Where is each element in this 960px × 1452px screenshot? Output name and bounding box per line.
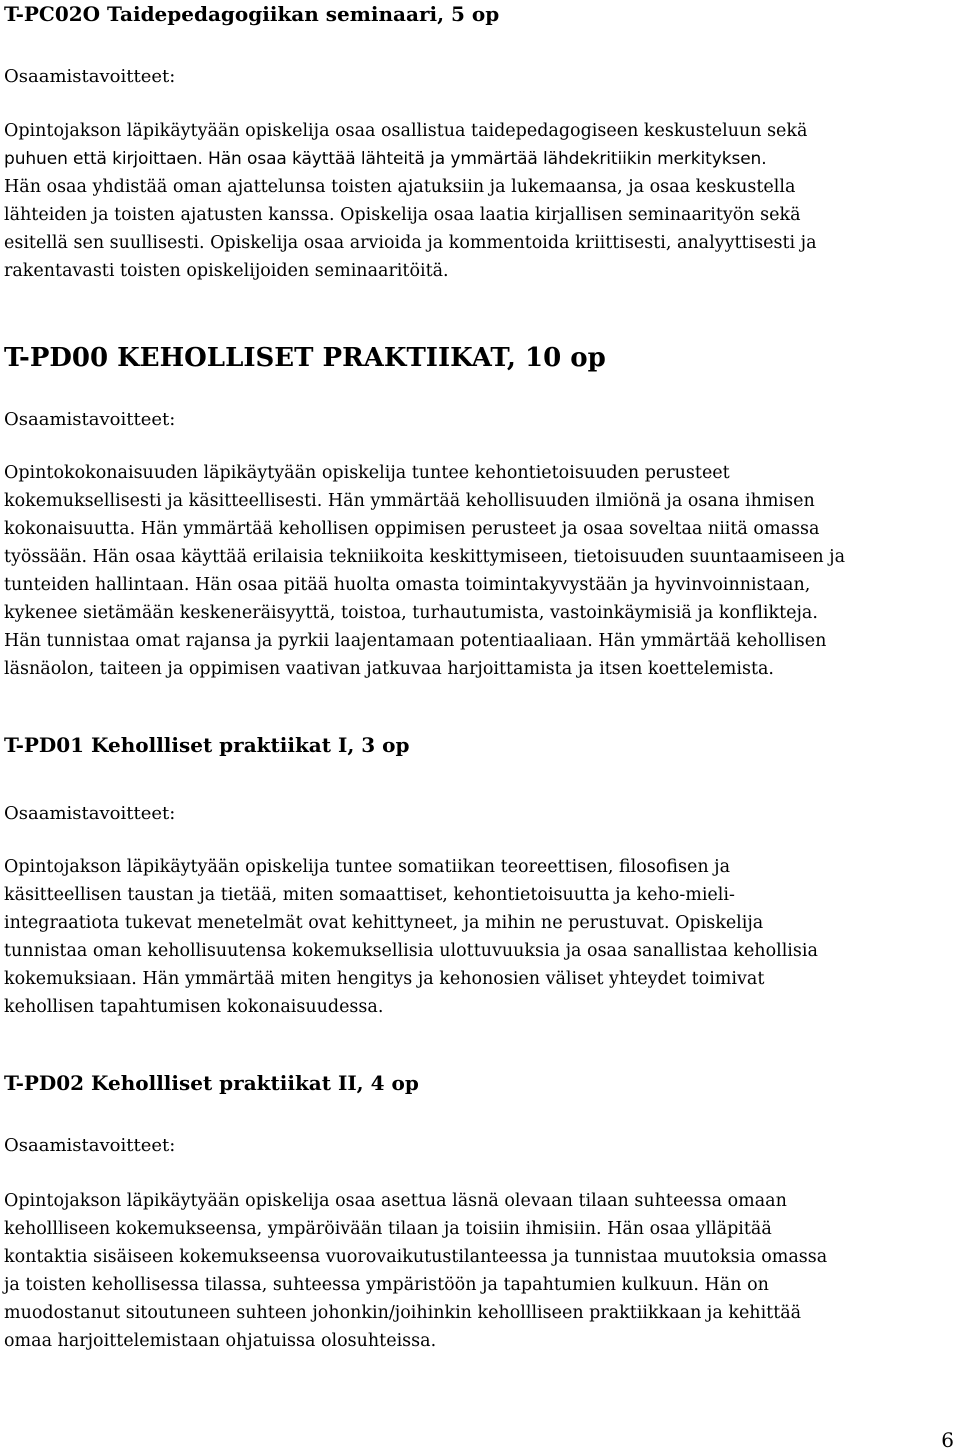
- section-heading-pd01: T-PD01 Kehollliset praktiikat I, 3 op: [4, 733, 410, 757]
- paragraph-line: Opintokokonaisuuden läpikäytyään opiskelija tuntee kehontietoisuuden perusteet: [4, 463, 730, 483]
- paragraph-line: muodostanut sitoutuneen suhteen johonkin/joihinkin kehollliseen praktiikkaan ja kehittää: [4, 1303, 802, 1323]
- section-heading-pd02: T-PD02 Kehollliset praktiikat II, 4 op: [4, 1071, 419, 1095]
- section-label-pc02o: Osaamistavoitteet:: [4, 66, 176, 87]
- paragraph-line: tunnistaa oman kehollisuutensa kokemuksellisia ulottuvuuksia ja osaa sanallistaa kehollisia: [4, 941, 818, 961]
- section-label-pd02: Osaamistavoitteet:: [4, 1135, 176, 1156]
- paragraph-line: Hän osaa yhdistää oman ajattelunsa toisten ajatuksiin ja lukemaansa, ja osaa keskustella: [4, 177, 796, 197]
- paragraph-line: kykenee sietämään keskeneräisyyttä, toistoa, turhautumista, vastoinkäymisiä ja konflikteja.: [4, 603, 818, 623]
- section-paragraph-pc02o: [4, 117, 817, 285]
- paragraph-line: käsitteellisen taustan ja tietää, miten somaattiset, kehontietoisuutta ja keho-mieli-: [4, 885, 735, 905]
- paragraph-line: kokemuksiaan. Hän ymmärtää miten hengitys ja kehonosien väliset yhteydet toimivat: [4, 969, 765, 989]
- paragraph-line: kokonaisuutta. Hän ymmärtää kehollisen oppimisen perusteet ja osaa soveltaa niitä omassa: [4, 519, 820, 539]
- paragraph-line: rakentavasti toisten opiskelijoiden seminaaritöitä.: [4, 261, 449, 281]
- section-label-pd01: Osaamistavoitteet:: [4, 803, 176, 824]
- page-number: 6: [941, 1428, 954, 1452]
- paragraph-line: läsnäolon, taiteen ja oppimisen vaativan jatkuvaa harjoittamista ja itsen koettelemista.: [4, 659, 774, 679]
- paragraph-line: kontaktia sisäiseen kokemukseensa vuorovaikutustilanteessa ja tunnistaa muutoksia omassa: [4, 1247, 828, 1267]
- paragraph-line: kehollliseen kokemukseensa, ympäröivään tilaan ja toisiin ihmisiin. Hän osaa ylläpitää: [4, 1219, 772, 1239]
- paragraph-line: kehollisen tapahtumisen kokonaisuudessa.: [4, 997, 384, 1017]
- paragraph-line: työssään. Hän osaa käyttää erilaisia tekniikoita keskittymiseen, tietoisuuden suuntaamiseen ja: [4, 547, 846, 567]
- paragraph-line: lähteiden ja toisten ajatusten kanssa. Opiskelija osaa laatia kirjallisen seminaarityön sekä: [4, 205, 801, 225]
- section-heading-pd00: T-PD00 KEHOLLISET PRAKTIIKAT, 10 op: [4, 343, 606, 373]
- section-paragraph-pd00: [4, 459, 845, 683]
- section-heading-pc02o: T-PC02O Taidepedagogiikan seminaari, 5 op: [4, 2, 500, 26]
- paragraph-line: omaa harjoittelemistaan ohjatuissa olosuhteissa.: [4, 1331, 437, 1351]
- paragraph-line: Opintojakson läpikäytyään opiskelija osaa osallistua taidepedagogiseen keskusteluun sekä: [4, 121, 808, 141]
- section-paragraph-pd02: [4, 1187, 827, 1355]
- paragraph-line: ja toisten kehollisessa tilassa, suhteessa ympäristöön ja tapahtumien kulkuun. Hän on: [4, 1275, 769, 1295]
- paragraph-line: kokemuksellisesti ja käsitteellisesti. Hän ymmärtää kehollisuuden ilmiönä ja osana ihmisen: [4, 491, 815, 511]
- paragraph-line: Opintojakson läpikäytyään opiskelija osaa asettua läsnä olevaan tilaan suhteessa omaan: [4, 1191, 787, 1211]
- section-label-pd00: Osaamistavoitteet:: [4, 409, 176, 430]
- paragraph-line: esitellä sen suullisesti. Opiskelija osaa arvioida ja kommentoida kriittisesti, analyyttisesti ja: [4, 233, 817, 253]
- paragraph-line: Hän tunnistaa omat rajansa ja pyrkii laajentamaan potentiaaliaan. Hän ymmärtää kehollisen: [4, 631, 827, 651]
- section-paragraph-pd01: [4, 853, 818, 1021]
- paragraph-line: integraatiota tukevat menetelmät ovat kehittyneet, ja mihin ne perustuvat. Opiskelija: [4, 913, 764, 933]
- paragraph-line: puhuen että kirjoittaen. Hän osaa käyttää lähteitä ja ymmärtää lähdekritiikin merkityksen.: [4, 149, 767, 169]
- paragraph-line: tunteiden hallintaan. Hän osaa pitää huolta omasta toimintakyvystään ja hyvinvoinnistaan,: [4, 575, 811, 595]
- paragraph-line: Opintojakson läpikäytyään opiskelija tuntee somatiikan teoreettisen, filosofisen ja: [4, 857, 731, 877]
